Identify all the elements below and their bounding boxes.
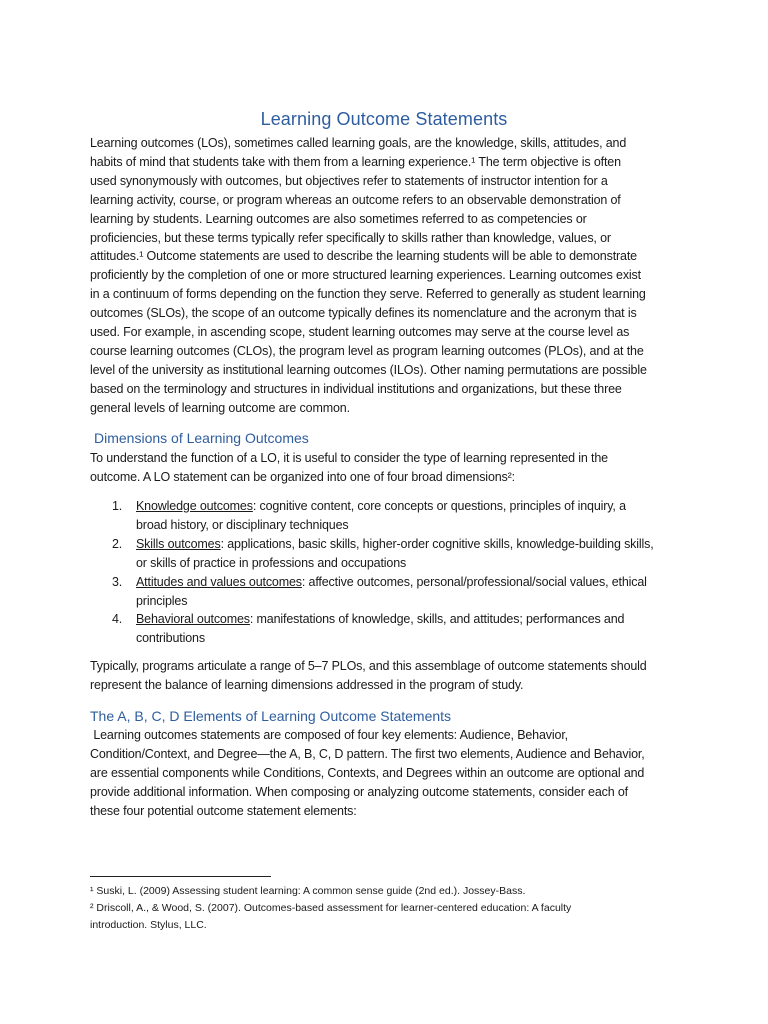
intro-line: used. For example, in ascending scope, student learning outcomes may serve at the course level as [90,325,630,340]
footnote-2-continued: introduction. Stylus, LLC. [90,919,207,931]
list-item [90,535,686,573]
list-text: principles [136,593,188,608]
closing-line: Typically, programs articulate a range of 5–7 PLOs, and this assemblage of outcome statements should [90,659,647,673]
intro-line: course learning outcomes (CLOs), the program level as program learning outcomes (PLOs), and at the [90,343,644,358]
intro-line: in a continuum of forms depending on the function they serve. Referred to generally as student learning [90,287,646,302]
dimensions-closing [90,657,686,695]
list-item [90,497,686,535]
list-text: contributions [136,631,205,646]
dimensions-intro-line: To understand the function of a LO, it is useful to consider the type of learning represented in the [90,451,608,465]
dimensions-intro [90,449,686,487]
intro-line: habits of mind that students take with them from a learning experience.¹ The term objective is often [90,154,621,169]
abcd-line: these four potential outcome statement elements: [90,803,357,818]
intro-line: attitudes.¹ Outcome statements are used to describe the learning students will be able to demonstrate [90,249,637,264]
intro-line: proficiencies, but these terms typically refer specifically to skills rather than knowledge, values, or [90,230,611,245]
intro-line: learning activity, course, or program whereas an outcome refers to an observable demonstration of [90,192,621,207]
list-text: : cognitive content, core concepts or questions, principles of inquiry, a [252,499,626,513]
footnote-2: ² Driscoll, A., & Wood, S. (2007). Outcomes-based assessment for learner-centered education: A faculty [90,902,572,914]
dimensions-list [90,497,686,648]
abcd-line: Condition/Context, and Degree—the A, B, C, D pattern. The first two elements, Audience and Behavior, [90,746,645,761]
abcd-line: Learning outcomes statements are composed of four key elements: Audience, Behavior, [90,728,568,742]
list-term: Knowledge outcomes [136,499,253,513]
list-number: 3. [112,574,123,589]
footnote-separator [90,876,271,877]
list-text: : affective outcomes, personal/professional/social values, ethical [301,574,647,589]
dimensions-heading: Dimensions of Learning Outcomes [94,430,309,446]
intro-line: learning by students. Learning outcomes are also sometimes referred to as competencies or [90,211,587,226]
list-text: : manifestations of knowledge, skills, and attitudes; performances and [249,612,625,627]
page-title: Learning Outcome Statements [260,109,508,129]
footnote-1: ¹ Suski, L. (2009) Assessing student learning: A common sense guide (2nd ed.). Jossey-Bass. [90,885,526,897]
intro-line: Learning outcomes (LOs), sometimes called learning goals, are the knowledge, skills, attitudes, and [90,136,627,150]
list-term: Behavioral outcomes [136,612,250,627]
footnotes [90,883,690,934]
list-text: : applications, basic skills, higher-order cognitive skills, knowledge-building skills, [220,536,654,551]
list-number: 2. [112,536,123,551]
abcd-heading: The A, B, C, D Elements of Learning Outcome Statements [90,708,452,724]
abcd-paragraph [90,726,686,821]
list-term: Skills outcomes [136,536,221,551]
dimensions-intro-line: outcome. A LO statement can be organized into one of four broad dimensions²: [90,469,515,484]
abcd-line: provide additional information. When composing or analyzing outcome statements, consider each of [90,784,628,799]
intro-line: based on the terminology and structures in individual institutions and organizations, but these three [90,381,622,396]
list-item [90,573,686,611]
intro-paragraph [90,134,686,418]
list-number: 4. [112,612,123,627]
list-text: or skills of practice in professions and occupations [136,555,407,570]
list-text: broad history, or disciplinary techniques [136,517,349,532]
intro-line: used synonymously with outcomes, but objectives refer to statements of instructor intention for a [90,173,608,188]
list-number: 1. [112,499,123,513]
closing-line: represent the balance of learning dimensions addressed in the program of study. [90,677,524,692]
list-term: Attitudes and values outcomes [136,574,302,589]
abcd-line: are essential components while Conditions, Contexts, and Degrees within an outcome are optional and [90,765,645,780]
intro-line: general levels of learning outcome are common. [90,400,350,415]
intro-line: level of the university as institutional learning outcomes (ILOs). Other naming permutations are possible [90,362,647,377]
intro-line: outcomes (SLOs), the scope of an outcome typically defines its nomenclature and the acronym that is [90,306,637,321]
list-item [90,610,686,648]
intro-line: proficiently by the completion of one or more structured learning experiences. Learning outcomes exist [90,268,641,283]
